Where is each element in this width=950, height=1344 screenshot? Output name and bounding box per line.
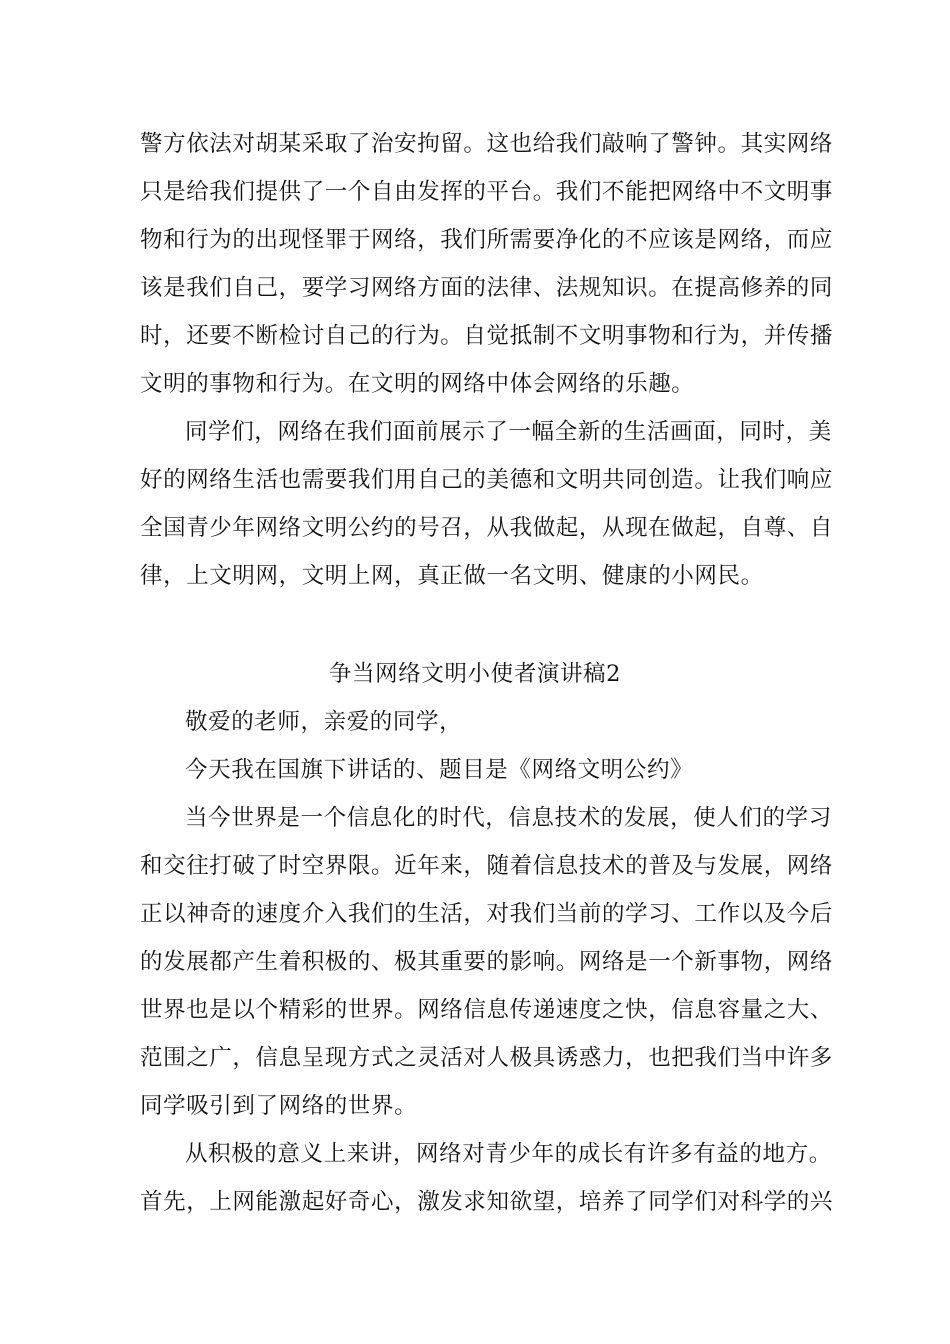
- speech-body: [140, 698, 834, 1226]
- paragraph-line: 正以神奇的速度介入我们的生活，对我们当前的学习、工作以及今后: [140, 901, 834, 927]
- paragraph-line: 和交往打破了时空界限。近年来，随着信息技术的普及与发展，网络: [140, 853, 834, 879]
- paragraph-line: 物和行为的出现怪罪于网络，我们所需要净化的不应该是网络，而应: [140, 227, 834, 253]
- paragraph-line: 律，上文明网，文明上网，真正做一名文明、健康的小网民。: [140, 563, 764, 589]
- paragraph-line: 时，还要不断检讨自己的行为。自觉抵制不文明事物和行为，并传播: [140, 323, 834, 349]
- paragraph-line: 首先，上网能激起好奇心，激发求知欲望，培养了同学们对科学的兴: [140, 1189, 834, 1215]
- intro-line: 今天我在国旗下讲话的、题目是《网络文明公约》: [185, 757, 694, 783]
- paragraph-line: 世界也是以个精彩的世界。网络信息传递速度之快，信息容量之大、: [140, 997, 834, 1023]
- paragraph-line: 的发展都产生着积极的、极其重要的影响。网络是一个新事物，网络: [140, 949, 834, 975]
- paragraph-line: 该是我们自己，要学习网络方面的法律、法规知识。在提高修养的同: [140, 275, 834, 301]
- paragraph-line: 文明的事物和行为。在文明的网络中体会网络的乐趣。: [140, 371, 695, 397]
- paragraph-line: 同学们，网络在我们面前展示了一幅全新的生活画面，同时，美: [185, 419, 832, 445]
- paragraph-2: [140, 408, 834, 600]
- paragraph-line: 同学吸引到了网络的世界。: [140, 1093, 418, 1119]
- paragraph-line: 警方依法对胡某采取了治安拘留。这也给我们敲响了警钟。其实网络: [140, 131, 834, 157]
- section-title: 争当网络文明小使者演讲稿2: [328, 661, 622, 687]
- paragraph-line: 范围之广，信息呈现方式之灵活对人极具诱惑力，也把我们当中许多: [140, 1045, 834, 1071]
- paragraph-line: 当今世界是一个信息化的时代，信息技术的发展，使人们的学习: [185, 805, 832, 831]
- paragraph-1: [140, 120, 834, 408]
- paragraph-line: 只是给我们提供了一个自由发挥的平台。我们不能把网络中不文明事: [140, 179, 834, 205]
- paragraph-line: 从积极的意义上来讲，网络对青少年的成长有许多有益的地方。: [185, 1141, 832, 1167]
- paragraph-line: 好的网络生活也需要我们用自己的美德和文明共同创造。让我们响应: [140, 467, 834, 493]
- paragraph-line: 全国青少年网络文明公约的号召，从我做起，从现在做起，自尊、自: [140, 515, 834, 541]
- greeting: 敬爱的老师，亲爱的同学，: [185, 709, 463, 735]
